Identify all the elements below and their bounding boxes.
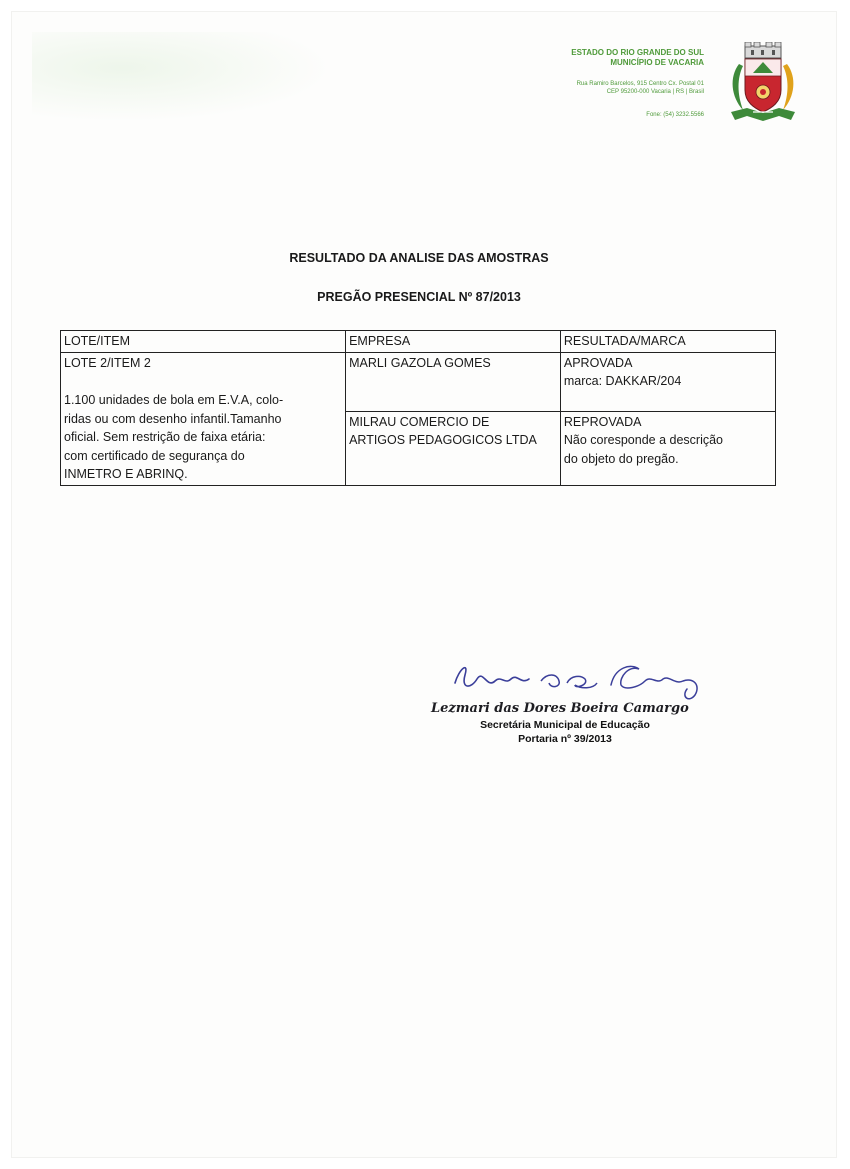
resultado-reason: Não coresponde a descrição: [563, 433, 723, 447]
resultado-marca: marca: DAKKAR/204: [563, 374, 682, 388]
resultado-cell: [560, 411, 775, 485]
letterhead-address: Rua Ramiro Barcelos, 915 Centro Cx. Postal 01: [576, 81, 704, 87]
empresa-name: MILRAU COMERCIO DE: [349, 414, 490, 429]
item-description-line: oficial. Sem restrição de faixa etária:: [64, 430, 266, 444]
document-title: RESULTADO DA ANALISE DAS AMOSTRAS: [289, 251, 549, 265]
document-subtitle: PREGÃO PRESENCIAL Nº 87/2013: [317, 290, 521, 304]
scan-tint: [32, 32, 332, 122]
letterhead-phone: Fone: (54) 3232.5566: [646, 112, 704, 118]
document-page: [12, 12, 836, 1157]
results-table: [60, 330, 776, 486]
empresa-cell: [346, 352, 561, 411]
header-lote-item: LOTE/ITEM: [61, 331, 346, 353]
letterhead-state: ESTADO DO RIO GRANDE DO SUL: [571, 48, 704, 57]
letterhead-city: MUNICÍPIO DE VACARIA: [610, 58, 704, 67]
letterhead: [571, 48, 704, 119]
header-empresa: EMPRESA: [346, 331, 561, 353]
empresa-name: MARLI GAZOLA GOMES: [349, 355, 491, 370]
item-description-line: INMETRO E ABRINQ.: [64, 467, 188, 481]
empresa-cell: [346, 411, 561, 485]
table-row: [61, 352, 776, 411]
resultado-reason: do objeto do pregão.: [563, 451, 679, 466]
lote-item-cell: [61, 352, 346, 485]
resultado-status: APROVADA: [563, 355, 633, 370]
item-description-line: 1.100 unidades de bola em E.V.A, colo-: [64, 393, 284, 407]
signature-portaria: Portaria nº 39/2013: [518, 733, 612, 745]
empresa-name: ARTIGOS PEDAGOGICOS LTDA: [349, 433, 537, 447]
signature-role: Secretária Municipal de Educação: [480, 719, 650, 731]
resultado-cell: [560, 352, 775, 411]
table-header-row: [61, 331, 776, 353]
header-resultado-marca: RESULTADA/MARCA: [560, 331, 775, 353]
item-description-line: ridas ou com desenho infantil.Tamanho: [64, 411, 282, 426]
letterhead-cep: CEP 95200-000 Vacaria | RS | Brasil: [606, 89, 704, 95]
lote-label: LOTE 2/ITEM 2: [64, 355, 151, 370]
municipal-coat-of-arms-icon: [727, 42, 799, 124]
item-description-line: com certificado de segurança do: [64, 448, 245, 463]
handwritten-signature: [425, 655, 710, 725]
signature-name: Lezmari das Dores Boeira Camargo: [431, 701, 689, 716]
resultado-status: REPROVADA: [563, 414, 642, 429]
